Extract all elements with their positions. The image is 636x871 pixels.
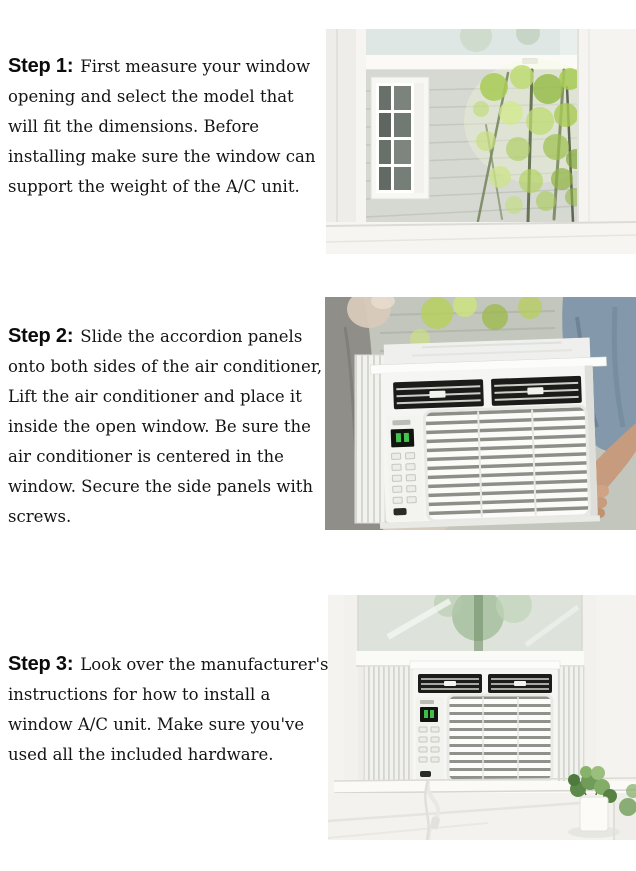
- accordion-panel-right: [554, 666, 584, 784]
- ac-louver-grille: [424, 406, 590, 522]
- step-2-text: [8, 321, 328, 532]
- outside-view: [366, 59, 608, 222]
- step-3-paragraph: [8, 649, 334, 770]
- step-1-text: [8, 51, 328, 202]
- ac-unit: [410, 661, 560, 783]
- ac-louver-grille: [448, 695, 552, 781]
- ac-display: [420, 707, 438, 722]
- neighbor-window: [371, 77, 429, 199]
- step-2-body: Slide the accordion panels onto both sides of the air conditioner, Lift the air conditioner and place it inside the open window. Be sure the air conditioner is centered in the window. Secure the side panels with screws.: [8, 327, 323, 526]
- plant-stem-behind-glass: [474, 595, 483, 651]
- step-2-paragraph: [8, 321, 328, 532]
- window-jamb-right: [578, 29, 636, 254]
- ac-control-panel: [416, 697, 444, 781]
- ac-vent-left: [418, 674, 482, 693]
- window-jamb-left: [356, 29, 366, 224]
- step-2-label: Step 2:: [8, 325, 74, 347]
- ac-display: [391, 429, 415, 448]
- ac-control-panel: [386, 415, 424, 520]
- step-3-text: [8, 649, 334, 770]
- accordion-panel-left: [355, 355, 385, 523]
- step-1-label: Step 1:: [8, 55, 74, 77]
- upper-sash-glass: [358, 29, 580, 55]
- lifting-ac-illustration: [325, 297, 636, 530]
- step-2-photo: [325, 297, 636, 530]
- step-1-body: First measure your window opening and select the model that will fit the dimensions. Before installing make sure the window can support the weight of the A/C unit.: [8, 57, 316, 196]
- plant-pot: [580, 797, 608, 831]
- step-3-label: Step 3:: [8, 653, 74, 675]
- ac-top-rail: [410, 661, 560, 669]
- ac-vent-right: [488, 674, 552, 693]
- installed-ac-illustration: [328, 595, 636, 840]
- frosted-glass: [358, 595, 582, 651]
- step-3-body: Look over the manufacturer's instructions for how to install a window A/C unit. Make sure you've used all the included hardware.: [8, 655, 329, 764]
- open-window-illustration: [326, 29, 636, 254]
- window-sill: [326, 222, 636, 254]
- wall-left: [326, 29, 356, 254]
- ac-vent-left: [393, 379, 484, 409]
- ac-vent-right: [491, 376, 582, 406]
- accordion-panel-left: [364, 666, 414, 784]
- ac-unit: [370, 337, 612, 529]
- step-1-photo: [326, 29, 636, 254]
- step-3-photo: [328, 595, 636, 840]
- step-1-paragraph: [8, 51, 328, 202]
